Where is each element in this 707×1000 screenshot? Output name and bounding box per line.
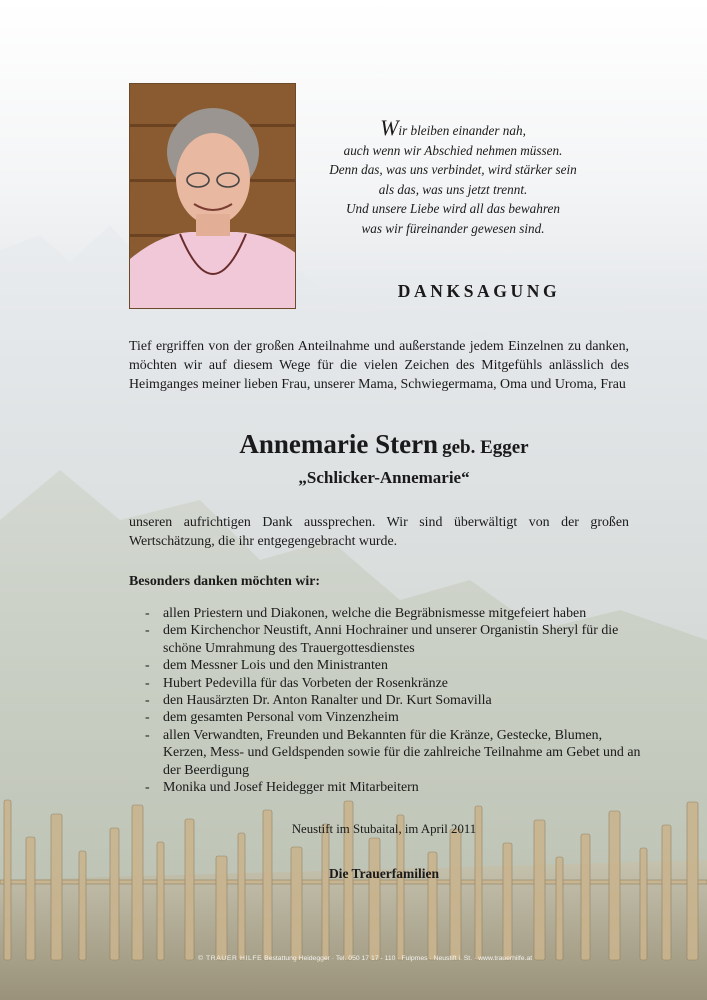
poem bbox=[318, 115, 588, 239]
list-item bbox=[145, 692, 645, 709]
list-marker: - bbox=[145, 606, 150, 621]
list-item bbox=[145, 779, 645, 796]
fence-post bbox=[534, 820, 545, 960]
list-item-text: den Hausärzten Dr. Anton Ranalter und Dr. Kurt Somavilla bbox=[163, 693, 492, 709]
fence-post bbox=[581, 834, 590, 960]
thanks-paragraph: unseren aufrichtigen Dank aussprechen. Wir sind überwältigt von der großen Wertschätzung, die ihr entgegengebracht wurde. bbox=[129, 515, 629, 550]
portrait-image bbox=[130, 84, 296, 309]
poem-initial: W bbox=[380, 115, 399, 140]
fence-post bbox=[157, 842, 164, 960]
list-item bbox=[145, 727, 645, 779]
poem-line: was wir füreinander gewesen sind. bbox=[361, 220, 545, 236]
page-title: DANKSAGUNG bbox=[397, 281, 561, 301]
list-item bbox=[145, 657, 645, 674]
deceased-nickname: „Schlicker-Annemarie“ bbox=[298, 468, 470, 487]
list-marker: - bbox=[145, 693, 150, 709]
list-marker: - bbox=[145, 727, 150, 743]
fence-post bbox=[662, 825, 671, 960]
birth-name: geb. Egger bbox=[442, 437, 529, 458]
list-item bbox=[145, 622, 645, 657]
list-item bbox=[145, 675, 645, 692]
fence-post bbox=[291, 847, 302, 960]
footer-details: Bestattung Heidegger · Tel. 050 17 17 - 110 · Fulpmes · Neustift i. St. · www.trauerhilfe.at bbox=[264, 955, 533, 962]
poem-line: auch wenn wir Abschied nehmen müssen. bbox=[343, 142, 563, 158]
fence-post bbox=[26, 837, 35, 960]
list-marker: - bbox=[145, 780, 150, 796]
footer bbox=[198, 955, 532, 962]
list-marker: - bbox=[145, 623, 150, 639]
fence-post bbox=[450, 829, 461, 960]
list-marker: - bbox=[145, 658, 150, 674]
special-thanks-heading: Besonders danken möchten wir: bbox=[129, 574, 321, 589]
fence-post bbox=[238, 833, 245, 960]
fence-post bbox=[640, 848, 647, 960]
list-marker: - bbox=[145, 710, 150, 726]
list-item bbox=[145, 605, 645, 622]
deceased-full-name: Annemarie Stern bbox=[239, 429, 439, 459]
place-date: Neustift im Stubaital, im April 2011 bbox=[291, 822, 477, 836]
portrait-photo bbox=[129, 83, 296, 309]
intro-paragraph: Tief ergriffen von der großen Anteilnahme und außerstande jedem Einzelnen zu danken, möchten wir auf diesem Wege für die vielen Zeichen des Mitgefühls anlässlich des Heimganges meiner lieben Frau, unserer Mama, Schwiegermama, Oma und Uroma, Frau bbox=[129, 339, 629, 393]
list-item-text: allen Priestern und Diakonen, welche die Begräbnismesse mitgefeiert haben bbox=[163, 606, 587, 621]
list-item-text: allen Verwandten, Freunden und Bekannten für die Kränze, Gestecke, Blumen, Kerzen, Mess- und Geldspenden sowie für die zahlreiche Teilnahme am Gebet und an der Beerdigung bbox=[163, 727, 641, 778]
fence-post bbox=[503, 843, 512, 960]
list-item-text: Hubert Pedevilla für das Vorbeten der Rosenkränze bbox=[163, 675, 448, 691]
poem-first-line: ir bleiben einander nah, bbox=[398, 123, 526, 138]
fence-post bbox=[369, 838, 380, 960]
list-item-text: dem Kirchenchor Neustift, Anni Hochrainer und unserer Organistin Sheryl für die schöne Umrahmung des Trauergottesdienstes bbox=[163, 623, 619, 656]
fence-post bbox=[185, 819, 194, 960]
footer-brand: © TRAUER HILFE bbox=[198, 955, 263, 962]
list-item-text: dem Messner Lois und den Ministranten bbox=[163, 658, 388, 674]
list-marker: - bbox=[145, 675, 150, 691]
poem-line bbox=[318, 115, 588, 141]
deceased-name bbox=[0, 429, 707, 460]
poem-line: Denn das, was uns verbindet, wird stärker sein bbox=[329, 162, 577, 178]
list-item bbox=[145, 709, 645, 726]
fence-post bbox=[322, 824, 329, 960]
thanks-list bbox=[145, 605, 645, 796]
signature: Die Trauerfamilien bbox=[328, 866, 440, 881]
poem-line: Und unsere Liebe wird all das bewahren bbox=[346, 201, 560, 217]
poem-line: als das, was uns jetzt trennt. bbox=[378, 181, 528, 197]
list-item-text: Monika und Josef Heidegger mit Mitarbeitern bbox=[163, 780, 419, 796]
fence-post bbox=[110, 828, 119, 960]
list-item-text: dem gesamten Personal vom Vinzenzheim bbox=[163, 710, 399, 726]
